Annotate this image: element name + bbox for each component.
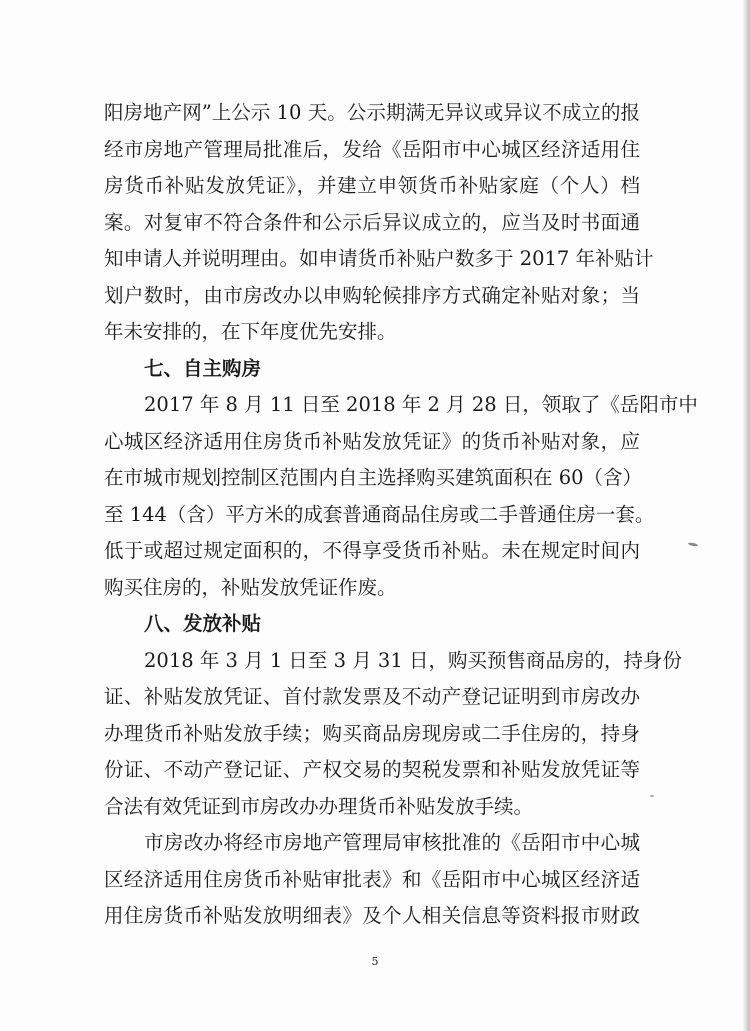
text-line: 案。对复审不符合条件和公示后异议成立的，应当及时书面通 — [104, 210, 640, 234]
scan-speck — [688, 542, 698, 547]
text-line: 2017 年 8 月 11 日至 2018 年 2 月 28 日，领取了《岳阳市中 — [144, 393, 698, 416]
scan-speck — [650, 795, 654, 797]
scan-edge-shadow — [742, 0, 750, 1031]
text-line: 年未安排的，在下年度优先安排。 — [104, 320, 397, 343]
section-heading-self-purchase: 七、自主购房 — [144, 356, 262, 380]
text-line: 办理货币补贴发放手续；购买商品房现房或二手住房的，持身 — [104, 721, 640, 745]
text-line: 证、补贴发放凭证、首付款发票及不动产登记证明到市房改办 — [104, 685, 640, 708]
text-line: 阳房地产网”上公示 10 天。公示期满无异议或异议不成立的报 — [104, 101, 640, 124]
text-line: 购买住房的，补贴发放凭证作废。 — [104, 575, 397, 599]
paragraph-self-purchase — [104, 387, 698, 606]
text-line: 份证、不动产登记证、产权交易的契税发票和补贴发放凭证等 — [104, 758, 640, 781]
text-line: 合法有效凭证到市房改办办理货币补贴发放手续。 — [104, 794, 534, 818]
text-line: 低于或超过规定面积的，不得享受货币补贴。未在规定时间内 — [104, 539, 640, 562]
text-line: 房货币补贴发放凭证》，并建立申领货币补贴家庭（个人）档 — [104, 174, 640, 197]
text-line: 区经济适用住房货币补贴审批表》和《岳阳市中心城区经济适 — [104, 867, 640, 891]
text-line: 经市房地产管理局批准后，发给《岳阳市中心城区经济适用住 — [104, 137, 640, 161]
text-line: 至 144（含）平方米的成套普通商品住房或二手普通住房一套。 — [104, 502, 655, 526]
text-line: 知申请人并说明理由。如申请货币补贴户数多于 2017 年补贴计 — [104, 247, 654, 270]
paragraph-publicity — [104, 95, 654, 351]
section-heading-subsidy-payment: 八、发放补贴 — [144, 612, 262, 635]
paragraph-subsidy-payment — [104, 643, 682, 826]
text-line: 心城区经济适用住房货币补贴发放凭证》的货币补贴对象，应 — [104, 429, 640, 453]
text-line: 用住房货币补贴发放明细表》及个人相关信息等资料报市财政 — [104, 904, 640, 927]
document-body — [104, 95, 698, 935]
paragraph-reporting — [104, 825, 640, 935]
text-line: 在市城市规划控制区范围内自主选择购买建筑面积在 60（含） — [104, 466, 643, 489]
text-line: 划户数时，由市房改办以申购轮候排序方式确定补贴对象；当 — [104, 283, 640, 307]
text-line: 2018 年 3 月 1 日至 3 月 31 日，购买预售商品房的，持身份 — [144, 648, 682, 672]
page-number: 5 — [371, 955, 379, 968]
text-line: 市房改办将经市房地产管理局审核批准的《岳阳市中心城 — [144, 831, 640, 854]
